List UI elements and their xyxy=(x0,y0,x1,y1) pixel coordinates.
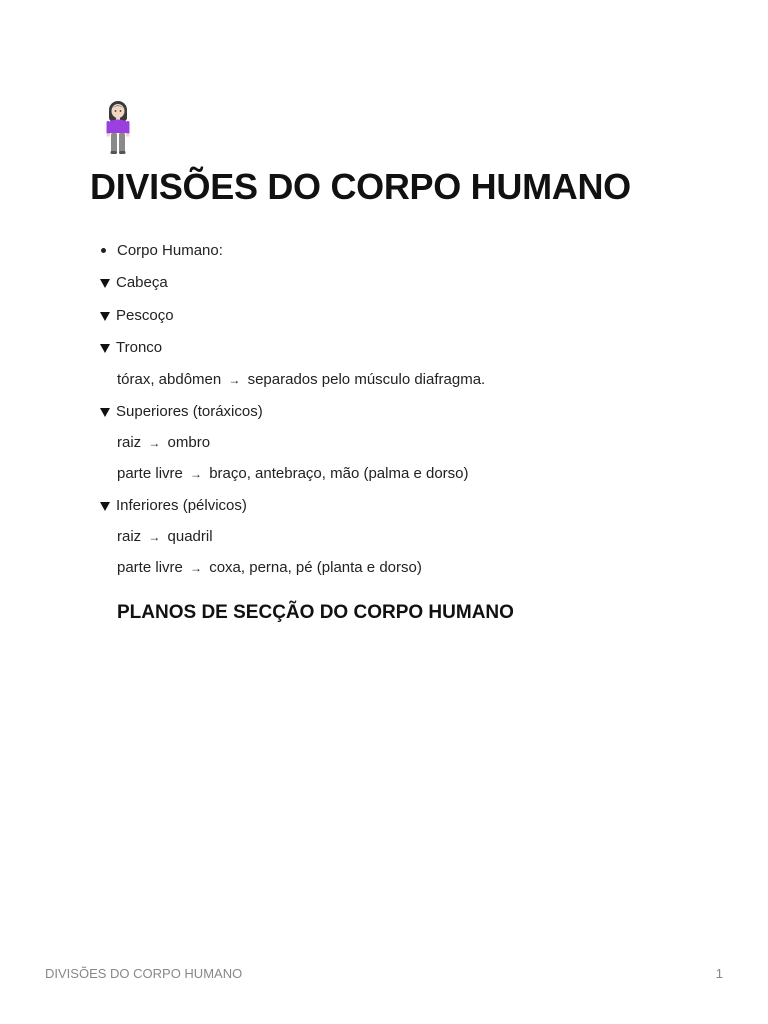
toggle-superiores[interactable] xyxy=(100,403,263,420)
right-arrow-icon: → xyxy=(148,436,161,450)
list-item-corpo-humano xyxy=(100,242,223,259)
line-term: tórax, abdômen xyxy=(117,371,222,388)
toggle-content-line xyxy=(117,465,469,482)
toggle-label: Superiores (toráxicos) xyxy=(116,403,263,420)
toggle-label: Cabeça xyxy=(116,274,168,291)
toggle-content-line xyxy=(117,528,213,545)
section-heading: PLANOS DE SECÇÃO DO CORPO HUMANO xyxy=(117,602,514,623)
toggle-content-line xyxy=(117,434,210,451)
triangle-down-icon[interactable] xyxy=(100,408,110,417)
toggle-content-line xyxy=(117,559,422,576)
triangle-down-icon[interactable] xyxy=(100,344,110,353)
toggle-tronco[interactable] xyxy=(100,339,162,356)
triangle-down-icon[interactable] xyxy=(100,312,110,321)
right-arrow-icon: → xyxy=(190,561,203,575)
list-item-label: Corpo Humano: xyxy=(117,242,223,259)
woman-standing-icon xyxy=(100,100,136,156)
toggle-cabeca[interactable] xyxy=(100,274,168,291)
right-arrow-icon: → xyxy=(190,467,203,481)
page-number: 1 xyxy=(715,966,723,981)
triangle-down-icon[interactable] xyxy=(100,279,110,288)
footer-title: DIVISÕES DO CORPO HUMANO xyxy=(45,966,243,981)
toggle-inferiores[interactable] xyxy=(100,497,247,514)
line-description: separados pelo músculo diafragma. xyxy=(247,371,486,388)
line-term: raiz xyxy=(117,434,142,451)
toggle-content-line xyxy=(117,371,485,388)
line-description: quadril xyxy=(167,528,213,545)
line-description: coxa, perna, pé (planta e dorso) xyxy=(209,559,422,576)
bullet-icon xyxy=(101,248,106,253)
toggle-label: Inferiores (pélvicos) xyxy=(116,497,247,514)
line-description: braço, antebraço, mão (palma e dorso) xyxy=(209,465,469,482)
toggle-label: Pescoço xyxy=(116,307,174,324)
right-arrow-icon: → xyxy=(148,530,161,544)
toggle-label: Tronco xyxy=(116,339,163,356)
toggle-pescoco[interactable] xyxy=(100,307,174,324)
triangle-down-icon[interactable] xyxy=(100,502,110,511)
line-term: raiz xyxy=(117,528,142,545)
line-term: parte livre xyxy=(117,465,183,482)
line-description: ombro xyxy=(167,434,211,451)
right-arrow-icon: → xyxy=(228,373,241,387)
line-term: parte livre xyxy=(117,559,183,576)
page-title: DIVISÕES DO CORPO HUMANO xyxy=(90,166,631,207)
